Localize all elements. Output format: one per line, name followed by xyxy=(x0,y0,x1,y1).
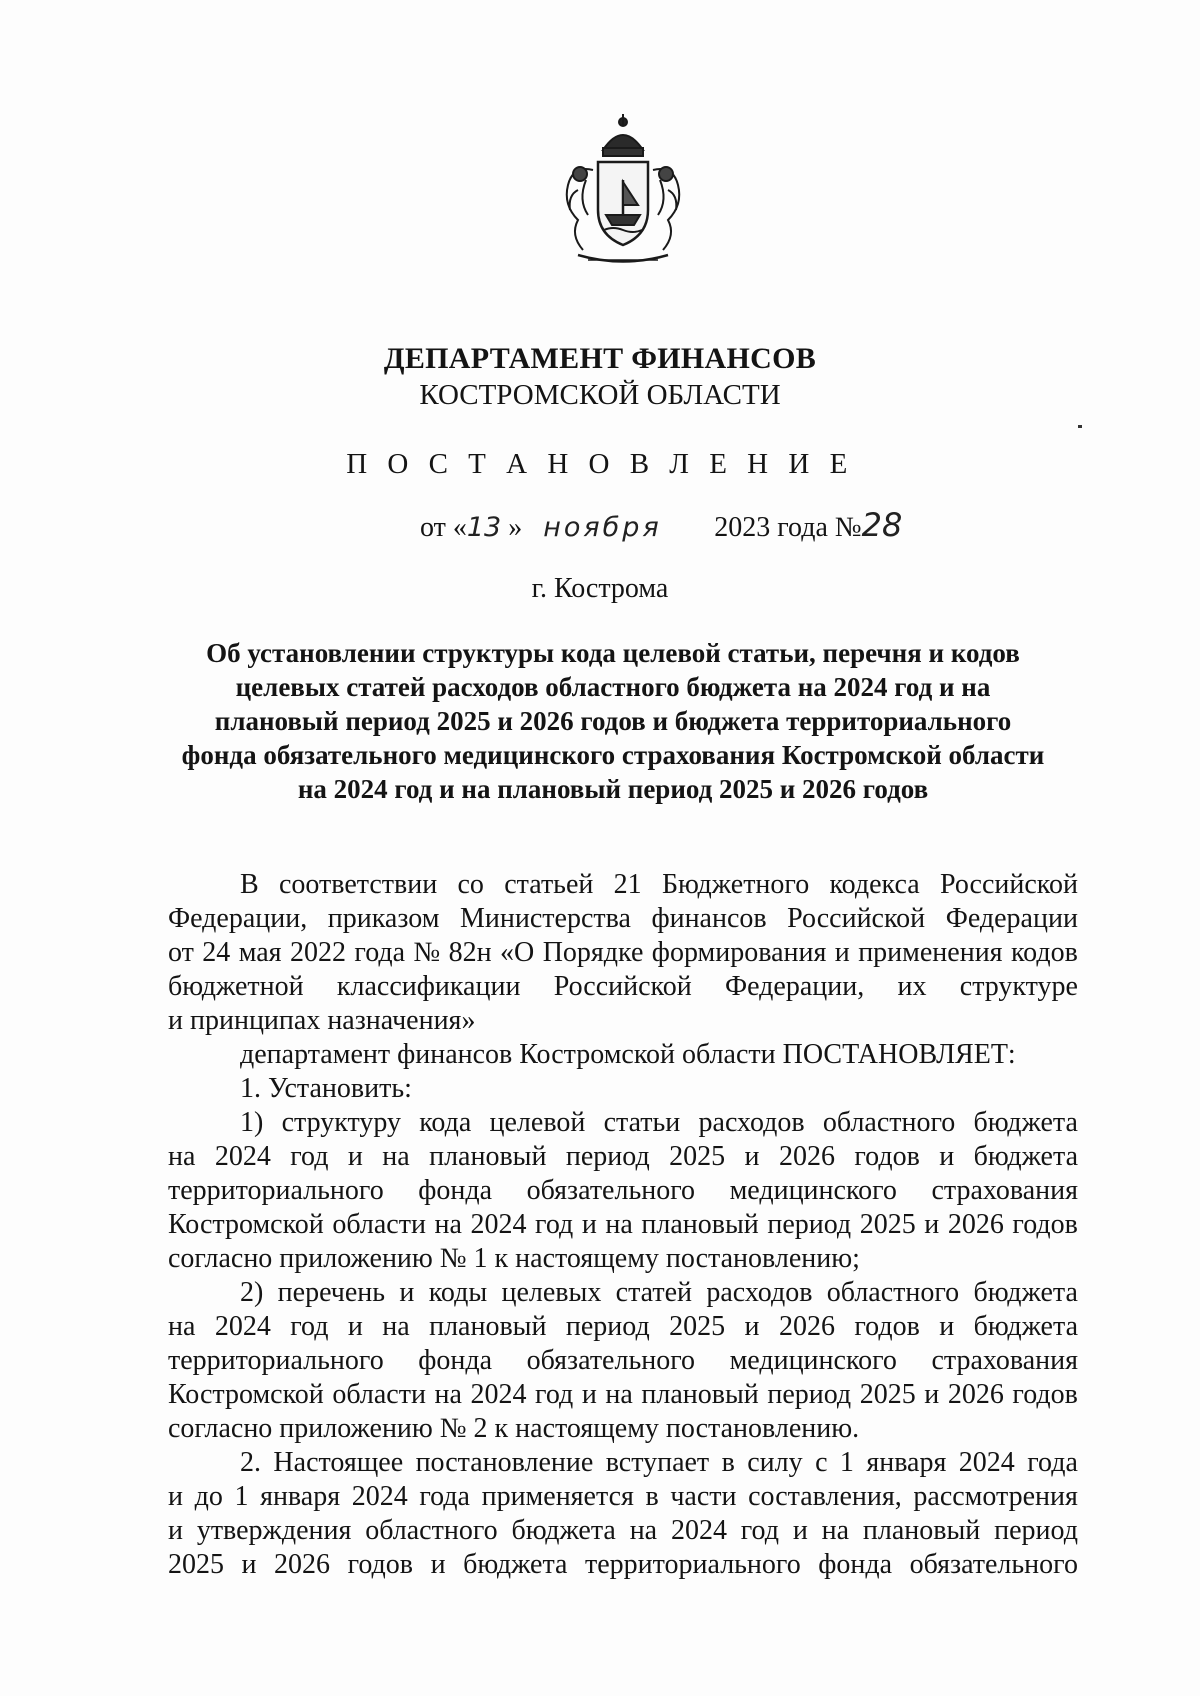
word: и xyxy=(430,1549,446,1580)
word: января xyxy=(260,1481,341,1512)
date-year: 2023 года № xyxy=(714,512,862,543)
word: статьи xyxy=(603,1107,681,1138)
word: 2026 xyxy=(947,1379,1004,1410)
word: до xyxy=(194,1481,223,1512)
word: Костромской xyxy=(168,1379,324,1410)
word: Федерации, xyxy=(168,903,308,934)
word: и xyxy=(581,1379,597,1410)
text-line xyxy=(168,1378,1078,1412)
word: и xyxy=(834,937,850,968)
word: фонда xyxy=(418,1345,493,1376)
word: 82н xyxy=(448,937,492,968)
word: на xyxy=(821,1515,850,1546)
word: 2025 xyxy=(168,1549,224,1580)
word: их xyxy=(897,971,927,1002)
word: и xyxy=(924,1209,940,1240)
word: «О xyxy=(500,937,535,968)
word: и xyxy=(581,1209,597,1240)
word: областного xyxy=(822,1107,956,1138)
decree-line: департамент финансов Костромской области ПОСТАНОВЛЯЕТ: xyxy=(240,1039,1016,1070)
text-line: и принципах назначения» xyxy=(168,1005,476,1036)
word: период xyxy=(767,1209,852,1240)
word: и xyxy=(939,1141,955,1172)
word: целевых xyxy=(501,1277,602,1308)
word: Министерства xyxy=(460,903,631,934)
word: плановый xyxy=(862,1515,981,1546)
word: территориального xyxy=(168,1175,384,1206)
title-line: Об установлении структуры кода целевой статьи, перечня и кодов xyxy=(206,638,1020,668)
word: 2025 xyxy=(669,1141,726,1172)
word: на xyxy=(382,1141,410,1172)
handwritten-month: ноября xyxy=(543,512,662,543)
word: 2026 xyxy=(947,1209,1004,1240)
item-1-heading: 1. Установить: xyxy=(240,1073,412,1104)
word: 2) xyxy=(240,1277,264,1308)
word: и xyxy=(168,1481,183,1512)
word: классификации xyxy=(336,971,521,1002)
department-region: КОСТРОМСКОЙ ОБЛАСТИ xyxy=(419,379,781,411)
document-type: П О С Т А Н О В Л Е Н И Е xyxy=(346,448,854,480)
word: Бюджетного xyxy=(661,869,810,900)
text-line xyxy=(168,1106,1078,1140)
word: и xyxy=(347,1141,363,1172)
word: бюджета xyxy=(511,1515,616,1546)
word: 2026 xyxy=(778,1311,835,1342)
word: 2024 xyxy=(214,1311,271,1342)
word: бюджета xyxy=(973,1277,1078,1308)
word: год xyxy=(290,1141,329,1172)
text-line xyxy=(168,936,1078,970)
word: 2026 xyxy=(778,1141,835,1172)
word: годов xyxy=(1012,1379,1078,1410)
word: период xyxy=(565,1141,650,1172)
word: и xyxy=(241,1549,257,1580)
word: от xyxy=(168,937,194,968)
word: плановый xyxy=(641,1379,759,1410)
text-line: согласно приложению № 2 к настоящему постановлению. xyxy=(168,1413,860,1444)
word: страхования xyxy=(931,1345,1078,1376)
date-line xyxy=(420,508,902,545)
word: годов xyxy=(854,1141,920,1172)
text-line xyxy=(168,1480,1078,1514)
document-title xyxy=(150,636,1076,806)
word: 1) xyxy=(240,1107,264,1138)
word: 1 xyxy=(234,1481,249,1512)
word: и xyxy=(399,1277,415,1308)
word: областного xyxy=(365,1515,498,1546)
word: плановый xyxy=(429,1311,547,1342)
word: кодов xyxy=(1010,937,1078,968)
word: января xyxy=(866,1447,947,1478)
word: составления, xyxy=(748,1481,902,1512)
city: г. Кострома xyxy=(531,573,669,604)
word: расходов xyxy=(698,1107,805,1138)
word: территориального xyxy=(168,1345,384,1376)
word: 2024 xyxy=(351,1481,408,1512)
word: годов xyxy=(854,1311,920,1342)
word: мая xyxy=(238,937,282,968)
word: применяется xyxy=(481,1481,634,1512)
word: формирования xyxy=(651,937,827,968)
word: части xyxy=(670,1481,737,1512)
word: статей xyxy=(615,1277,693,1308)
word: коды xyxy=(428,1277,488,1308)
word: 2025 xyxy=(859,1379,916,1410)
word: год xyxy=(535,1209,574,1240)
text-line xyxy=(168,1514,1078,1548)
word: № xyxy=(413,937,441,968)
word: на xyxy=(382,1311,410,1342)
word: Российской xyxy=(939,869,1078,900)
word: на xyxy=(605,1209,633,1240)
word: медицинского xyxy=(729,1345,897,1376)
word: бюджета xyxy=(973,1107,1078,1138)
title-line: на 2024 год и на плановый период 2025 и 2026 годов xyxy=(297,774,929,804)
word: обязательного xyxy=(526,1345,695,1376)
text-line xyxy=(168,1140,1078,1174)
text-line xyxy=(168,902,1078,936)
word: Настоящее xyxy=(273,1447,404,1478)
department-name: ДЕПАРТАМЕНТ ФИНАНСОВ xyxy=(383,342,817,375)
text-line xyxy=(168,1310,1078,1344)
word: Федерации xyxy=(945,903,1078,934)
word: статьей xyxy=(504,869,594,900)
word: Костромской xyxy=(168,1209,324,1240)
word: и xyxy=(924,1379,940,1410)
text-line xyxy=(168,1276,1078,1310)
word: Порядке xyxy=(542,937,644,968)
word: обязательного xyxy=(526,1175,695,1206)
word: на xyxy=(605,1379,633,1410)
date-mid: » xyxy=(501,512,523,543)
word: целевой xyxy=(489,1107,586,1138)
word: Российской xyxy=(787,903,926,934)
word: и xyxy=(792,1515,808,1546)
word: В xyxy=(240,869,259,900)
word: и xyxy=(347,1311,363,1342)
word: и xyxy=(744,1141,760,1172)
word: года xyxy=(1027,1447,1078,1478)
word: финансов xyxy=(651,903,767,934)
word: плановый xyxy=(641,1209,759,1240)
word: период xyxy=(767,1379,852,1410)
word: рассмотрения xyxy=(913,1481,1078,1512)
text-line xyxy=(168,970,1078,1004)
word: Федерации, xyxy=(724,971,865,1002)
word: области xyxy=(332,1379,426,1410)
word: фонда xyxy=(418,1175,493,1206)
word: года xyxy=(354,937,406,968)
word: соответствии xyxy=(278,869,438,900)
date-prefix: от « xyxy=(420,512,467,543)
word: 24 xyxy=(202,937,231,968)
text-line: согласно приложению № 1 к настоящему постановлению; xyxy=(168,1243,860,1274)
word: обязательного xyxy=(909,1549,1078,1580)
word: 2024 xyxy=(670,1515,727,1546)
text-line xyxy=(168,1174,1078,1208)
text-line xyxy=(168,1548,1078,1582)
word: кодекса xyxy=(829,869,920,900)
handwritten-day: 13 xyxy=(466,512,502,543)
word: Российской xyxy=(553,971,692,1002)
title-line: целевых статей расходов областного бюджета на 2024 год и на xyxy=(235,672,991,702)
word: 1 xyxy=(839,1447,854,1478)
word: в xyxy=(721,1447,735,1478)
word: на xyxy=(434,1379,462,1410)
word: вступает xyxy=(605,1447,710,1478)
word: 2025 xyxy=(859,1209,916,1240)
scan-mark xyxy=(1078,425,1082,428)
word: 2025 xyxy=(669,1311,726,1342)
word: медицинского xyxy=(729,1175,897,1206)
word: утверждения xyxy=(196,1515,352,1546)
word: бюджета xyxy=(973,1141,1078,1172)
word: год xyxy=(740,1515,779,1546)
handwritten-number: 28 xyxy=(861,506,903,544)
word: 21 xyxy=(613,869,642,900)
word: и xyxy=(939,1311,955,1342)
word: территориального xyxy=(585,1549,801,1580)
coat-of-arms-icon xyxy=(548,110,698,270)
word: 2022 xyxy=(289,937,346,968)
word: 2024 xyxy=(958,1447,1015,1478)
word: бюджетной xyxy=(168,971,304,1002)
word: и xyxy=(168,1515,183,1546)
word: на xyxy=(168,1141,196,1172)
text-line xyxy=(168,1208,1078,1242)
word: и xyxy=(744,1311,760,1342)
word: области xyxy=(332,1209,426,1240)
word: кода xyxy=(419,1107,472,1138)
word: период xyxy=(565,1311,650,1342)
word: на xyxy=(434,1209,462,1240)
word: структуру xyxy=(281,1107,401,1138)
text-line xyxy=(168,1344,1078,1378)
word: страхования xyxy=(931,1175,1078,1206)
word: 2024 xyxy=(470,1209,527,1240)
word: бюджета xyxy=(973,1311,1078,1342)
word: структуре xyxy=(959,971,1078,1002)
word: год xyxy=(290,1311,329,1342)
word: плановый xyxy=(429,1141,547,1172)
word: года xyxy=(419,1481,470,1512)
word: в xyxy=(645,1481,659,1512)
word: фонда xyxy=(818,1549,893,1580)
word: период xyxy=(994,1515,1078,1546)
word: приказом xyxy=(327,903,440,934)
word: со xyxy=(457,869,484,900)
word: с xyxy=(815,1447,828,1478)
word: постановление xyxy=(415,1447,594,1478)
word: 2024 xyxy=(470,1379,527,1410)
word: расходов xyxy=(706,1277,813,1308)
word: 2024 xyxy=(214,1141,271,1172)
word: перечень xyxy=(277,1277,386,1308)
word: на xyxy=(168,1311,196,1342)
word: применения xyxy=(858,937,1003,968)
word: годов xyxy=(1012,1209,1078,1240)
word: год xyxy=(535,1379,574,1410)
document-body xyxy=(168,868,1078,1582)
word: силу xyxy=(747,1447,803,1478)
word: на xyxy=(629,1515,658,1546)
word: 2026 xyxy=(274,1549,331,1580)
word: областного xyxy=(826,1277,960,1308)
word: бюджета xyxy=(463,1549,568,1580)
text-line xyxy=(168,1446,1078,1480)
word: годов xyxy=(347,1549,414,1580)
title-line: плановый период 2025 и 2026 годов и бюджета территориального xyxy=(214,706,1012,736)
text-line xyxy=(168,868,1078,902)
title-line: фонда обязательного медицинского страхования Костромской области xyxy=(181,740,1045,770)
word: 2. xyxy=(240,1447,261,1478)
